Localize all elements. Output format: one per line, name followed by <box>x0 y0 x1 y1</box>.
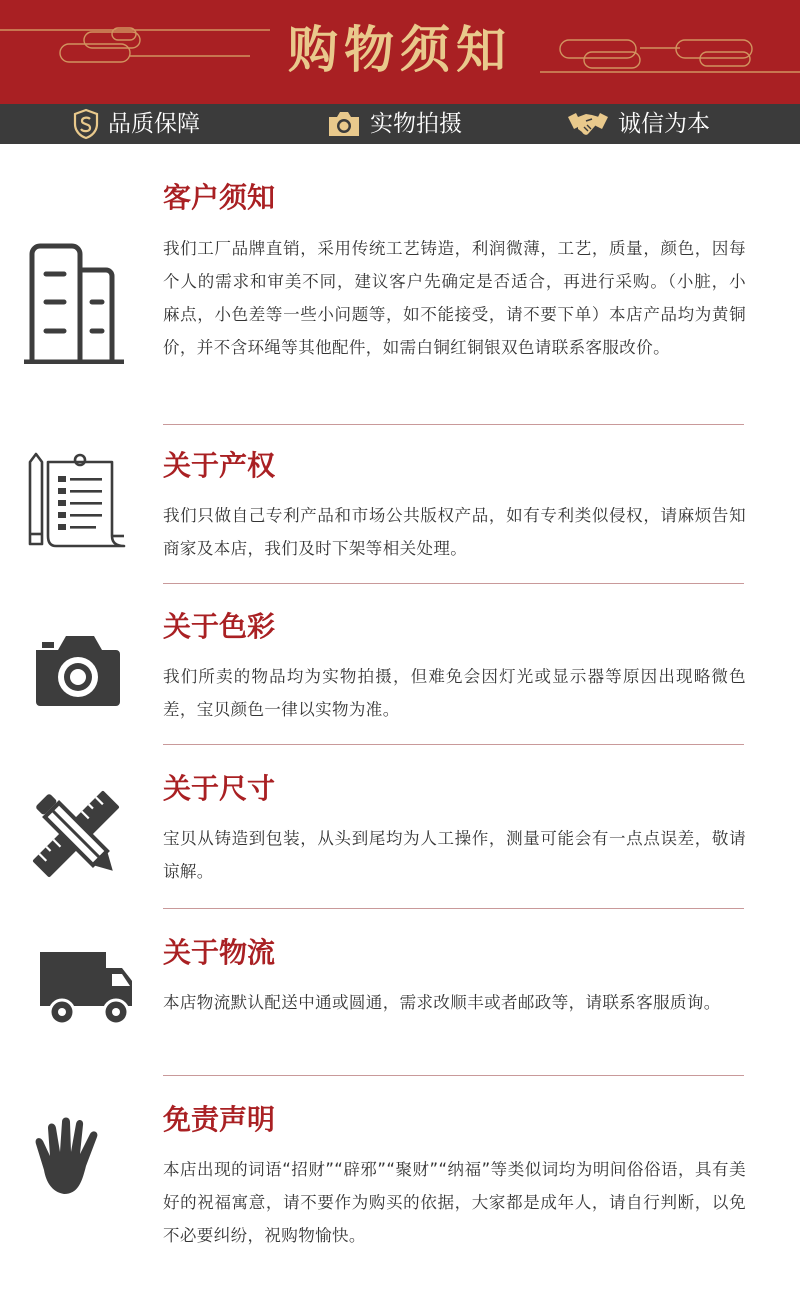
section-body: 本店出现的词语“招财”“辟邪”“聚财”“纳福”等类似词均为明间俗俗语，具有美好的祝福寓意，请不要作为购买的依据，大家都是成年人，请自行判断，以免不必要纠纷，祝购物愉快。 <box>163 1160 746 1245</box>
section-body: 我们只做自己专利产品和市场公共版权产品，如有专利类似侵权，请麻烦告知商家及本店，我们及时下架等相关处理。 <box>163 506 746 558</box>
buildings-icon <box>20 234 132 364</box>
section-title: 关于物流 <box>163 936 276 969</box>
pencil-ruler-icon <box>20 784 132 914</box>
feature-label: 品质保障 <box>108 111 200 137</box>
document-pencil-icon <box>20 452 132 582</box>
header-banner <box>0 0 800 104</box>
section-title: 关于产权 <box>163 449 276 482</box>
truck-icon <box>20 948 132 1078</box>
section-body: 我们工厂品牌直销，采用传统工艺铸造，利润微薄，工艺，质量，颜色，因每个人的需求和审美不同，建议客户先确定是否适合，再进行采购。（小脏，小麻点，小色差等一些小问题等，如不能接受，请不要下单）本店产品均为黄铜价，并不含环绳等其他配件，如需白铜红铜银双色请联系客服改价。 <box>163 239 746 357</box>
section-body: 我们所卖的物品均为实物拍摄，但难免会因灯光或显示器等原因出现略微色差，宝贝颜色一律以实物为准。 <box>163 667 746 719</box>
feature-strip <box>0 104 800 144</box>
section-body: 宝贝从铸造到包装，从头到尾均为人工操作，测量可能会有一点点误差，敬请谅解。 <box>163 829 746 881</box>
section-title: 免责声明 <box>163 1103 276 1136</box>
page-title: 购物须知 <box>288 21 512 79</box>
feature-photo <box>326 104 462 144</box>
section-body: 本店物流默认配送中通或圆通，需求改顺丰或者邮政等，请联系客服质询。 <box>163 993 721 1012</box>
camera-icon <box>326 109 362 139</box>
section-divider <box>163 1075 744 1076</box>
section-title: 关于尺寸 <box>163 772 276 805</box>
feature-integrity <box>566 104 710 144</box>
handshake-icon <box>566 109 610 139</box>
section-divider <box>163 908 744 909</box>
section-divider <box>163 583 744 584</box>
section-title: 关于色彩 <box>163 610 276 643</box>
hand-icon <box>20 1116 132 1246</box>
feature-label: 实物拍摄 <box>370 111 462 137</box>
camera-icon <box>20 632 132 762</box>
feature-label: 诚信为本 <box>618 111 710 137</box>
shield-s-icon <box>72 108 100 140</box>
section-divider <box>163 744 744 745</box>
section-divider <box>163 424 744 425</box>
feature-quality <box>72 104 200 144</box>
section-title: 客户须知 <box>163 181 276 214</box>
